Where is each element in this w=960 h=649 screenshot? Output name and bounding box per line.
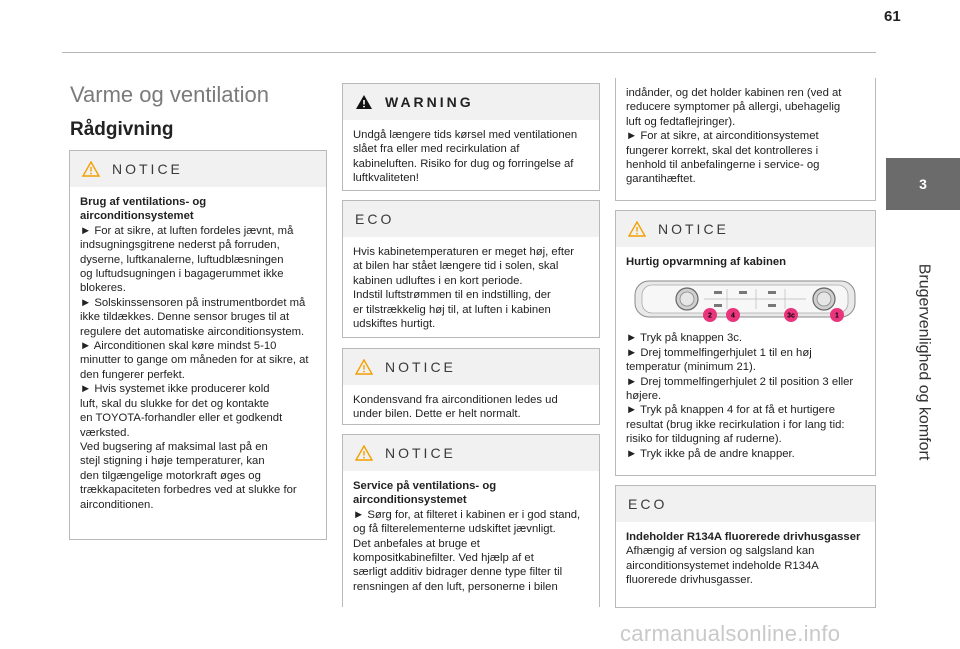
eco-body bbox=[343, 237, 599, 337]
continued-line: luft og fedtaflejringer). bbox=[626, 115, 736, 128]
notice3-line: særligt additiv bidrager denne type filter til bbox=[353, 566, 563, 579]
notice-label: NOTICE bbox=[112, 161, 183, 177]
chapter-tab[interactable]: 3 bbox=[886, 158, 960, 210]
notice3-heading: Service på ventilations- og airconditionsystemet bbox=[353, 480, 497, 507]
warning-header bbox=[343, 84, 599, 120]
marker-4: 4 bbox=[731, 312, 735, 320]
notice4-line: ► Tryk på knappen 3c. bbox=[626, 332, 743, 345]
warning-line: slået fra eller med recirkulation af bbox=[353, 143, 520, 156]
notice3-body bbox=[343, 471, 599, 600]
eco-header bbox=[343, 201, 599, 237]
notice-box-service bbox=[342, 434, 600, 607]
eco2-line: airconditionsystemet indeholde R134A bbox=[626, 559, 819, 572]
notice3-line: Det anbefales at bruge et bbox=[353, 537, 480, 550]
notice-line: blokeres. bbox=[80, 282, 126, 295]
notice4-line: temperatur (minimum 21). bbox=[626, 361, 756, 374]
continued-line: reducere symptomer på allergi, ubehagelig bbox=[626, 101, 841, 114]
notice-line: en TOYOTA-forhandler eller et godkendt bbox=[80, 412, 283, 425]
eco-line: at bilen har stået længere tid i solen, skal bbox=[353, 260, 559, 273]
notice-warning-icon bbox=[82, 161, 100, 177]
notice2-warning-icon bbox=[355, 359, 373, 375]
notice-box-quick-heating bbox=[615, 210, 876, 476]
notice4-label: NOTICE bbox=[658, 221, 729, 237]
warning-label: WARNING bbox=[385, 94, 474, 110]
notice3-line: ► Sørg for, at filteret i kabinen er i god stand, bbox=[353, 508, 581, 521]
eco2-label: ECO bbox=[628, 496, 668, 512]
continued-line: indånder, og det holder kabinen ren (ved at bbox=[626, 87, 842, 99]
notice-line: indsugningsgitrene nederst på forruden, bbox=[80, 239, 280, 252]
continued-line: henhold til anbefalingerne i service- og bbox=[626, 159, 820, 172]
notice-line: ► Airconditionen skal køre mindst 5-10 bbox=[80, 340, 277, 353]
notice2-header bbox=[343, 349, 599, 385]
eco-box-refrigerant bbox=[615, 485, 876, 608]
top-divider bbox=[62, 52, 876, 53]
warning-line: kabineluften. Risiko for dug og forringelse af bbox=[353, 157, 574, 170]
notice2-body bbox=[343, 385, 599, 428]
notice-line: minutter to gange om måneden for at sikre, at bbox=[80, 354, 309, 367]
notice4-body bbox=[616, 247, 875, 467]
eco2-line: Afhængig af version og salgsland kan bbox=[626, 545, 815, 558]
notice-line: dyserne, luftkanalerne, luftudblæsningen bbox=[80, 253, 284, 266]
eco-line: kabinen udluftes i en kort periode. bbox=[353, 274, 523, 287]
notice-line: Ved bugsering af maksimal last på en bbox=[80, 440, 268, 453]
warning-line: Undgå længere tids kørsel med ventilationen bbox=[353, 129, 578, 141]
climate-panel-illustration bbox=[632, 275, 858, 327]
notice4-line: ► Tryk på knappen 4 for at få et hurtigere bbox=[626, 404, 835, 417]
continued-line: garantihæftet. bbox=[626, 173, 696, 186]
notice-box-ventilation bbox=[69, 150, 327, 540]
marker-1: 1 bbox=[835, 312, 839, 320]
notice-line: luft, skal du slukke for det og kontakte bbox=[80, 397, 270, 410]
notice4-line: ► Tryk ikke på de andre knapper. bbox=[626, 447, 795, 460]
notice-box-condensation bbox=[342, 348, 600, 425]
marker-3c: 3c bbox=[787, 312, 795, 320]
page-number: 61 bbox=[884, 8, 901, 25]
notice-line: den fungerer perfekt. bbox=[80, 368, 185, 381]
notice-line: ► Hvis systemet ikke producerer kold bbox=[80, 383, 270, 396]
notice4-line: ► Drej tommelfingerhjulet 1 til en høj bbox=[626, 346, 812, 359]
notice-body bbox=[70, 187, 326, 518]
continued-box bbox=[615, 78, 876, 201]
marker-2: 2 bbox=[708, 312, 712, 320]
climate-panel-figure bbox=[632, 275, 858, 327]
notice-line: ikke tildækkes. Denne sensor bruges til at bbox=[80, 311, 290, 324]
notice2-label: NOTICE bbox=[385, 359, 456, 375]
eco2-heading: Indeholder R134A fluorerede drivhusgasser bbox=[626, 531, 861, 543]
notice4-line: resultat (brug ikke recirkulation i for lang tid: bbox=[626, 418, 845, 431]
warning-body bbox=[343, 120, 599, 192]
eco-line: er tilstrækkelig høj til, at luften i kabinen bbox=[353, 303, 551, 316]
notice3-line: kompositkabinefilter. Ved hjælp af et bbox=[353, 552, 534, 565]
chapter-title bbox=[886, 212, 960, 512]
notice-line: airconditionen. bbox=[80, 498, 154, 511]
eco-box-ventilate bbox=[342, 200, 600, 338]
warning-line: luftkvaliteten! bbox=[353, 172, 419, 185]
warning-box bbox=[342, 83, 600, 191]
eco2-header bbox=[616, 486, 875, 522]
continued-body bbox=[616, 78, 875, 193]
eco2-line: fluorerede drivhusgasser. bbox=[626, 574, 753, 587]
notice-line: trækkapaciteten forbedres ved at slukke for bbox=[80, 484, 297, 497]
notice3-line: rensningen af den luft, personerne i bilen bbox=[353, 580, 558, 593]
eco-line: Indstil luftstrømmen til en indstilling, der bbox=[353, 289, 551, 302]
notice4-warning-icon bbox=[628, 221, 646, 237]
notice-line: og luftudsugningen i bagagerummet ikke bbox=[80, 268, 284, 281]
notice-line: ► Solskinssensoren på instrumentbordet må bbox=[80, 296, 306, 309]
eco-line: udskiftes hurtigt. bbox=[353, 318, 436, 331]
chapter-title-text: Brugervenlighed og komfort bbox=[915, 263, 932, 461]
notice-heading: Brug af ventilations- og airconditionsystemet bbox=[80, 196, 207, 223]
notice4-line: højere. bbox=[626, 390, 662, 403]
continued-line: fungerer korrekt, skal det kontrolleres i bbox=[626, 144, 819, 157]
warning-icon bbox=[355, 94, 373, 110]
eco-line: Hvis kabinetemperaturen er meget høj, efter bbox=[353, 246, 575, 258]
notice3-line: og få filterelementerne udskiftet jævnligt. bbox=[353, 523, 556, 536]
eco-label: ECO bbox=[355, 211, 395, 227]
notice-line: stejl stigning i høje temperaturer, kan bbox=[80, 455, 265, 468]
notice2-line: Kondensvand fra airconditionen ledes ud bbox=[353, 394, 558, 406]
notice4-line: ► Drej tommelfingerhjulet 2 til position 3 eller bbox=[626, 375, 854, 388]
notice3-label: NOTICE bbox=[385, 445, 456, 461]
notice-line: den tilgængelige motorkraft øges og bbox=[80, 469, 261, 482]
sub-title: Rådgivning bbox=[70, 119, 174, 140]
notice3-warning-icon bbox=[355, 445, 373, 461]
eco2-body bbox=[616, 522, 875, 594]
notice-line: ► For at sikre, at luften fordeles jævnt, må bbox=[80, 224, 294, 237]
notice-line: værksted. bbox=[80, 426, 130, 439]
notice3-header bbox=[343, 435, 599, 471]
notice-header bbox=[70, 151, 326, 187]
watermark: carmanualsonline.info bbox=[620, 621, 841, 646]
notice4-line: risiko for tildugning af ruderne). bbox=[626, 433, 782, 446]
notice4-heading: Hurtig opvarmning af kabinen bbox=[626, 256, 787, 268]
notice-line: regulere det automatiske airconditionsystem. bbox=[80, 325, 305, 338]
section-title: Varme og ventilation bbox=[70, 82, 269, 107]
notice2-line: under bilen. Dette er helt normalt. bbox=[353, 408, 521, 421]
continued-line: ► For at sikre, at airconditionsystemet bbox=[626, 130, 819, 143]
notice4-header bbox=[616, 211, 875, 247]
